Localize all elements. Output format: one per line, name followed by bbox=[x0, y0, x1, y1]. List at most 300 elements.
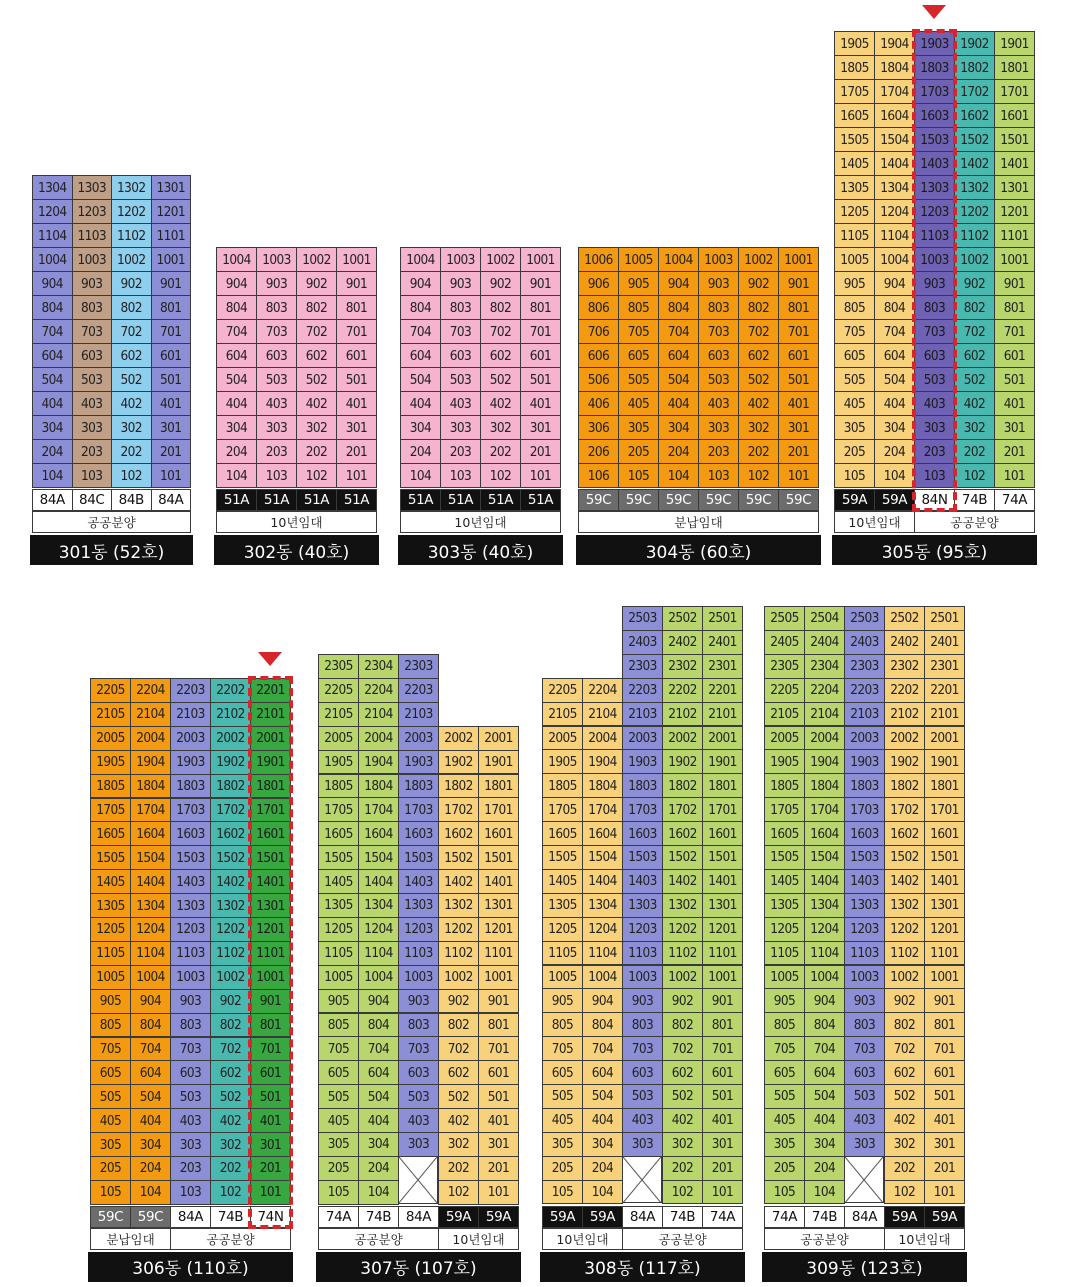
unit-cell[interactable]: 401 bbox=[994, 391, 1035, 416]
unit-cell[interactable]: 401 bbox=[151, 391, 192, 416]
unit-cell[interactable]: 704 bbox=[874, 319, 915, 344]
unit-cell[interactable]: 1905 bbox=[834, 31, 875, 56]
unit-cell[interactable]: 402 bbox=[738, 391, 779, 416]
unit-cell[interactable]: 303 bbox=[398, 1132, 439, 1157]
unit-cell[interactable]: 1404 bbox=[874, 151, 915, 176]
unit-cell[interactable]: 2105 bbox=[90, 702, 131, 727]
unit-cell[interactable]: 1001 bbox=[336, 247, 377, 272]
unit-cell[interactable]: 205 bbox=[542, 1156, 583, 1181]
unit-cell[interactable]: 705 bbox=[834, 319, 875, 344]
unit-cell[interactable]: 1004 bbox=[32, 247, 73, 272]
unit-cell[interactable]: 1901 bbox=[924, 749, 965, 774]
unit-cell[interactable]: 705 bbox=[764, 1036, 805, 1061]
unit-cell[interactable]: 301 bbox=[478, 1132, 519, 1157]
unit-cell[interactable]: 2303 bbox=[398, 654, 439, 679]
unit-cell[interactable]: 903 bbox=[698, 271, 739, 296]
unit-cell[interactable]: 1701 bbox=[924, 797, 965, 822]
unit-cell[interactable]: 203 bbox=[72, 439, 113, 464]
unit-cell[interactable]: 801 bbox=[778, 295, 819, 320]
unit-cell[interactable]: 1402 bbox=[662, 869, 703, 894]
unit-cell[interactable]: 701 bbox=[778, 319, 819, 344]
unit-cell[interactable]: 805 bbox=[618, 295, 659, 320]
unit-cell[interactable]: 902 bbox=[480, 271, 521, 296]
unit-cell[interactable]: 2403 bbox=[844, 630, 885, 655]
unit-cell[interactable]: 1303 bbox=[170, 893, 211, 918]
unit-cell[interactable]: 1702 bbox=[662, 797, 703, 822]
unit-cell[interactable]: 105 bbox=[618, 463, 659, 488]
unit-cell[interactable]: 301 bbox=[702, 1132, 743, 1157]
unit-cell[interactable]: 1704 bbox=[358, 797, 399, 822]
unit-cell[interactable]: 201 bbox=[924, 1156, 965, 1181]
unit-cell[interactable]: 601 bbox=[702, 1060, 743, 1085]
unit-cell[interactable]: 1004 bbox=[874, 247, 915, 272]
unit-cell[interactable]: 502 bbox=[296, 367, 337, 392]
unit-cell[interactable]: 1205 bbox=[318, 917, 359, 942]
unit-cell[interactable]: 2202 bbox=[884, 678, 925, 703]
unit-cell[interactable]: 402 bbox=[954, 391, 995, 416]
unit-cell[interactable]: 204 bbox=[582, 1156, 623, 1181]
unit-cell[interactable]: 604 bbox=[658, 343, 699, 368]
unit-cell[interactable]: 403 bbox=[256, 391, 297, 416]
unit-cell[interactable]: 603 bbox=[256, 343, 297, 368]
unit-cell[interactable]: 1801 bbox=[478, 774, 519, 799]
unit-cell[interactable]: 1504 bbox=[874, 127, 915, 152]
unit-cell[interactable]: 104 bbox=[130, 1180, 171, 1205]
unit-cell[interactable]: 806 bbox=[578, 295, 619, 320]
unit-cell[interactable]: 1803 bbox=[398, 774, 439, 799]
unit-cell[interactable]: 701 bbox=[924, 1036, 965, 1061]
unit-cell[interactable]: 502 bbox=[210, 1084, 251, 1109]
unit-cell[interactable]: 604 bbox=[130, 1060, 171, 1085]
unit-cell[interactable]: 101 bbox=[778, 463, 819, 488]
unit-cell[interactable]: 301 bbox=[924, 1132, 965, 1157]
unit-cell[interactable]: 702 bbox=[884, 1036, 925, 1061]
unit-cell[interactable]: 2305 bbox=[318, 654, 359, 679]
unit-cell[interactable]: 1804 bbox=[358, 774, 399, 799]
unit-cell[interactable]: 102 bbox=[111, 463, 152, 488]
unit-cell[interactable]: 1301 bbox=[250, 893, 291, 918]
unit-cell[interactable]: 1305 bbox=[318, 893, 359, 918]
unit-cell[interactable]: 2104 bbox=[130, 702, 171, 727]
unit-cell[interactable]: 1002 bbox=[738, 247, 779, 272]
unit-cell[interactable]: 104 bbox=[658, 463, 699, 488]
unit-cell[interactable]: 1203 bbox=[622, 917, 663, 942]
unit-cell[interactable]: 701 bbox=[478, 1036, 519, 1061]
unit-cell[interactable]: 705 bbox=[542, 1036, 583, 1061]
unit-cell[interactable]: 501 bbox=[151, 367, 192, 392]
unit-cell[interactable]: 1103 bbox=[914, 223, 955, 248]
unit-cell[interactable]: 1001 bbox=[151, 247, 192, 272]
unit-cell[interactable]: 2204 bbox=[804, 678, 845, 703]
unit-cell[interactable]: 1205 bbox=[542, 917, 583, 942]
unit-cell[interactable]: 1205 bbox=[834, 199, 875, 224]
unit-cell[interactable]: 1103 bbox=[622, 941, 663, 966]
unit-cell[interactable]: 1504 bbox=[582, 845, 623, 870]
unit-cell[interactable]: 1002 bbox=[954, 247, 995, 272]
unit-cell[interactable]: 2303 bbox=[622, 654, 663, 679]
unit-cell[interactable]: 1004 bbox=[804, 965, 845, 990]
unit-cell[interactable]: 1602 bbox=[954, 103, 995, 128]
unit-cell[interactable]: 105 bbox=[318, 1180, 359, 1205]
unit-cell[interactable]: 303 bbox=[914, 415, 955, 440]
unit-cell[interactable]: 2302 bbox=[662, 654, 703, 679]
unit-cell[interactable]: 1001 bbox=[250, 965, 291, 990]
unit-cell[interactable]: 1305 bbox=[90, 893, 131, 918]
unit-cell[interactable]: 403 bbox=[72, 391, 113, 416]
unit-cell[interactable]: 903 bbox=[914, 271, 955, 296]
unit-cell[interactable]: 905 bbox=[318, 989, 359, 1014]
unit-cell[interactable]: 2204 bbox=[130, 678, 171, 703]
unit-cell[interactable]: 603 bbox=[622, 1060, 663, 1085]
unit-cell[interactable]: 2205 bbox=[542, 678, 583, 703]
unit-cell[interactable]: 504 bbox=[216, 367, 257, 392]
unit-cell[interactable]: 202 bbox=[884, 1156, 925, 1181]
unit-cell[interactable]: 903 bbox=[256, 271, 297, 296]
unit-cell[interactable]: 1703 bbox=[914, 79, 955, 104]
unit-cell[interactable]: 902 bbox=[954, 271, 995, 296]
unit-cell[interactable]: 501 bbox=[478, 1084, 519, 1109]
unit-cell[interactable]: 2105 bbox=[318, 702, 359, 727]
unit-cell[interactable]: 503 bbox=[398, 1084, 439, 1109]
unit-cell[interactable]: 1101 bbox=[994, 223, 1035, 248]
unit-cell[interactable]: 201 bbox=[994, 439, 1035, 464]
unit-cell[interactable]: 203 bbox=[698, 439, 739, 464]
unit-cell[interactable]: 201 bbox=[151, 439, 192, 464]
unit-cell[interactable]: 902 bbox=[884, 988, 925, 1013]
unit-cell[interactable]: 1301 bbox=[702, 893, 743, 918]
unit-cell[interactable]: 1604 bbox=[358, 821, 399, 846]
unit-cell[interactable]: 802 bbox=[662, 1012, 703, 1037]
unit-cell[interactable]: 1304 bbox=[358, 893, 399, 918]
unit-cell[interactable]: 901 bbox=[924, 988, 965, 1013]
unit-cell[interactable]: 1702 bbox=[884, 797, 925, 822]
unit-cell[interactable]: 201 bbox=[702, 1156, 743, 1181]
unit-cell[interactable]: 702 bbox=[111, 319, 152, 344]
unit-cell[interactable]: 605 bbox=[764, 1060, 805, 1085]
unit-cell[interactable]: 202 bbox=[438, 1156, 479, 1181]
unit-cell[interactable]: 1904 bbox=[804, 749, 845, 774]
unit-cell[interactable]: 102 bbox=[884, 1180, 925, 1205]
unit-cell[interactable]: 1305 bbox=[542, 893, 583, 918]
unit-cell[interactable]: 1405 bbox=[90, 869, 131, 894]
unit-cell[interactable]: 1701 bbox=[702, 797, 743, 822]
unit-cell[interactable]: 805 bbox=[834, 295, 875, 320]
unit-cell[interactable]: 905 bbox=[764, 988, 805, 1013]
unit-cell[interactable]: 201 bbox=[520, 439, 561, 464]
unit-cell[interactable]: 2503 bbox=[622, 606, 663, 631]
unit-cell[interactable]: 402 bbox=[210, 1108, 251, 1133]
unit-cell[interactable]: 801 bbox=[336, 295, 377, 320]
unit-cell[interactable]: 703 bbox=[844, 1036, 885, 1061]
unit-cell[interactable]: 904 bbox=[130, 989, 171, 1014]
unit-cell[interactable]: 1903 bbox=[170, 750, 211, 775]
unit-cell[interactable]: 605 bbox=[834, 343, 875, 368]
unit-cell[interactable]: 1303 bbox=[398, 893, 439, 918]
unit-cell[interactable]: 2002 bbox=[210, 726, 251, 751]
unit-cell[interactable]: 1905 bbox=[318, 750, 359, 775]
unit-cell[interactable]: 804 bbox=[130, 1013, 171, 1038]
unit-cell[interactable]: 801 bbox=[250, 1013, 291, 1038]
unit-cell[interactable]: 2004 bbox=[582, 726, 623, 751]
unit-cell[interactable]: 1104 bbox=[804, 941, 845, 966]
unit-cell[interactable]: 2503 bbox=[844, 606, 885, 631]
unit-cell[interactable]: 2501 bbox=[702, 606, 743, 631]
unit-cell[interactable]: 1601 bbox=[994, 103, 1035, 128]
unit-cell[interactable]: 2502 bbox=[884, 606, 925, 631]
unit-cell[interactable]: 1804 bbox=[804, 773, 845, 798]
unit-cell[interactable]: 1104 bbox=[582, 941, 623, 966]
unit-cell[interactable]: 1202 bbox=[210, 917, 251, 942]
unit-cell[interactable]: 1904 bbox=[874, 31, 915, 56]
unit-cell[interactable]: 1704 bbox=[874, 79, 915, 104]
unit-cell[interactable]: 605 bbox=[618, 343, 659, 368]
unit-cell[interactable]: 706 bbox=[578, 319, 619, 344]
unit-cell[interactable]: 2205 bbox=[318, 678, 359, 703]
unit-cell[interactable]: 1501 bbox=[702, 845, 743, 870]
unit-cell[interactable]: 1703 bbox=[398, 797, 439, 822]
unit-cell[interactable]: 904 bbox=[658, 271, 699, 296]
unit-cell[interactable]: 602 bbox=[662, 1060, 703, 1085]
unit-cell[interactable]: 1304 bbox=[804, 893, 845, 918]
unit-cell[interactable]: 603 bbox=[698, 343, 739, 368]
unit-cell[interactable]: 702 bbox=[210, 1037, 251, 1062]
unit-cell[interactable]: 303 bbox=[440, 415, 481, 440]
unit-cell[interactable]: 1903 bbox=[914, 31, 955, 56]
unit-cell[interactable]: 1005 bbox=[618, 247, 659, 272]
unit-cell[interactable]: 2103 bbox=[844, 702, 885, 727]
unit-cell[interactable]: 401 bbox=[336, 391, 377, 416]
unit-cell[interactable]: 702 bbox=[954, 319, 995, 344]
unit-cell[interactable]: 1501 bbox=[994, 127, 1035, 152]
unit-cell[interactable]: 505 bbox=[764, 1084, 805, 1109]
unit-cell[interactable]: 1704 bbox=[582, 797, 623, 822]
unit-cell[interactable]: 1604 bbox=[582, 821, 623, 846]
unit-cell[interactable]: 102 bbox=[296, 463, 337, 488]
unit-cell[interactable]: 1702 bbox=[210, 798, 251, 823]
unit-cell[interactable]: 104 bbox=[804, 1180, 845, 1205]
unit-cell[interactable]: 205 bbox=[618, 439, 659, 464]
unit-cell[interactable]: 1402 bbox=[438, 869, 479, 894]
unit-cell[interactable]: 1902 bbox=[210, 750, 251, 775]
unit-cell[interactable]: 1802 bbox=[662, 773, 703, 798]
unit-cell[interactable]: 1903 bbox=[844, 749, 885, 774]
unit-cell[interactable]: 1404 bbox=[804, 869, 845, 894]
unit-cell[interactable]: 1304 bbox=[130, 893, 171, 918]
unit-cell[interactable]: 501 bbox=[778, 367, 819, 392]
unit-cell[interactable]: 2405 bbox=[764, 630, 805, 655]
unit-cell[interactable]: 402 bbox=[884, 1108, 925, 1133]
unit-cell[interactable]: 402 bbox=[296, 391, 337, 416]
unit-cell[interactable]: 1901 bbox=[702, 749, 743, 774]
unit-cell[interactable]: 206 bbox=[578, 439, 619, 464]
unit-cell[interactable]: 101 bbox=[151, 463, 192, 488]
unit-cell[interactable]: 803 bbox=[622, 1012, 663, 1037]
unit-cell[interactable]: 1203 bbox=[398, 917, 439, 942]
unit-cell[interactable]: 403 bbox=[440, 391, 481, 416]
unit-cell[interactable]: 204 bbox=[804, 1156, 845, 1181]
unit-cell[interactable]: 505 bbox=[834, 367, 875, 392]
unit-cell[interactable]: 401 bbox=[478, 1108, 519, 1133]
unit-cell[interactable]: 1401 bbox=[702, 869, 743, 894]
unit-cell[interactable]: 1402 bbox=[954, 151, 995, 176]
unit-cell[interactable]: 1202 bbox=[438, 917, 479, 942]
unit-cell[interactable]: 101 bbox=[924, 1180, 965, 1205]
unit-cell[interactable]: 703 bbox=[170, 1037, 211, 1062]
unit-cell[interactable]: 402 bbox=[438, 1108, 479, 1133]
unit-cell[interactable]: 1304 bbox=[874, 175, 915, 200]
unit-cell[interactable]: 1202 bbox=[954, 199, 995, 224]
unit-cell[interactable]: 2203 bbox=[398, 678, 439, 703]
unit-cell[interactable]: 1002 bbox=[884, 965, 925, 990]
unit-cell[interactable]: 1904 bbox=[358, 750, 399, 775]
unit-cell[interactable]: 1602 bbox=[210, 821, 251, 846]
unit-cell[interactable]: 105 bbox=[542, 1180, 583, 1205]
unit-cell[interactable]: 2101 bbox=[250, 702, 291, 727]
unit-cell[interactable]: 1001 bbox=[994, 247, 1035, 272]
unit-cell[interactable]: 702 bbox=[480, 319, 521, 344]
unit-cell[interactable]: 202 bbox=[662, 1156, 703, 1181]
unit-cell[interactable]: 2303 bbox=[844, 654, 885, 679]
unit-cell[interactable]: 403 bbox=[170, 1108, 211, 1133]
unit-cell[interactable]: 902 bbox=[111, 271, 152, 296]
unit-cell[interactable]: 804 bbox=[216, 295, 257, 320]
unit-cell[interactable]: 204 bbox=[216, 439, 257, 464]
unit-cell[interactable]: 901 bbox=[994, 271, 1035, 296]
unit-cell[interactable]: 802 bbox=[210, 1013, 251, 1038]
unit-cell[interactable]: 404 bbox=[32, 391, 73, 416]
unit-cell[interactable]: 2102 bbox=[210, 702, 251, 727]
unit-cell[interactable]: 1902 bbox=[884, 749, 925, 774]
unit-cell[interactable]: 1005 bbox=[764, 965, 805, 990]
unit-cell[interactable]: 1103 bbox=[844, 941, 885, 966]
unit-cell[interactable]: 601 bbox=[924, 1060, 965, 1085]
unit-cell[interactable]: 2005 bbox=[542, 726, 583, 751]
unit-cell[interactable]: 1002 bbox=[480, 247, 521, 272]
unit-cell[interactable]: 405 bbox=[542, 1108, 583, 1133]
unit-cell[interactable]: 204 bbox=[130, 1156, 171, 1181]
unit-cell[interactable]: 405 bbox=[618, 391, 659, 416]
unit-cell[interactable]: 1104 bbox=[358, 941, 399, 966]
unit-cell[interactable]: 804 bbox=[582, 1012, 623, 1037]
unit-cell[interactable]: 204 bbox=[874, 439, 915, 464]
unit-cell[interactable]: 604 bbox=[358, 1060, 399, 1085]
unit-cell[interactable]: 1705 bbox=[90, 798, 131, 823]
unit-cell[interactable]: 1001 bbox=[924, 965, 965, 990]
unit-cell[interactable]: 205 bbox=[318, 1156, 359, 1181]
unit-cell[interactable]: 201 bbox=[478, 1156, 519, 1181]
unit-cell[interactable]: 1305 bbox=[764, 893, 805, 918]
unit-cell[interactable]: 1802 bbox=[884, 773, 925, 798]
unit-cell[interactable]: 1102 bbox=[111, 223, 152, 248]
unit-cell[interactable]: 1802 bbox=[954, 55, 995, 80]
unit-cell[interactable]: 1605 bbox=[834, 103, 875, 128]
unit-cell[interactable]: 503 bbox=[914, 367, 955, 392]
unit-cell[interactable]: 905 bbox=[618, 271, 659, 296]
unit-cell[interactable]: 305 bbox=[834, 415, 875, 440]
unit-cell[interactable]: 1403 bbox=[170, 869, 211, 894]
unit-cell[interactable]: 2102 bbox=[662, 702, 703, 727]
unit-cell[interactable]: 1004 bbox=[658, 247, 699, 272]
unit-cell[interactable]: 202 bbox=[210, 1156, 251, 1181]
unit-cell[interactable]: 105 bbox=[90, 1180, 131, 1205]
unit-cell[interactable]: 604 bbox=[216, 343, 257, 368]
unit-cell[interactable]: 2203 bbox=[170, 678, 211, 703]
unit-cell[interactable]: 503 bbox=[256, 367, 297, 392]
unit-cell[interactable]: 1101 bbox=[702, 941, 743, 966]
unit-cell[interactable]: 1004 bbox=[216, 247, 257, 272]
unit-cell[interactable]: 701 bbox=[336, 319, 377, 344]
unit-cell[interactable]: 502 bbox=[438, 1084, 479, 1109]
unit-cell[interactable]: 801 bbox=[702, 1012, 743, 1037]
unit-cell[interactable]: 101 bbox=[520, 463, 561, 488]
unit-cell[interactable]: 1302 bbox=[210, 893, 251, 918]
unit-cell[interactable]: 1703 bbox=[844, 797, 885, 822]
unit-cell[interactable]: 1801 bbox=[994, 55, 1035, 80]
unit-cell[interactable]: 1402 bbox=[210, 869, 251, 894]
unit-cell[interactable]: 1902 bbox=[954, 31, 995, 56]
unit-cell[interactable]: 1601 bbox=[250, 821, 291, 846]
unit-cell[interactable]: 1004 bbox=[130, 965, 171, 990]
unit-cell[interactable]: 1201 bbox=[151, 199, 192, 224]
unit-cell[interactable]: 2103 bbox=[398, 702, 439, 727]
unit-cell[interactable]: 104 bbox=[358, 1180, 399, 1205]
unit-cell[interactable]: 1603 bbox=[914, 103, 955, 128]
unit-cell[interactable]: 1901 bbox=[250, 750, 291, 775]
unit-cell[interactable]: 602 bbox=[480, 343, 521, 368]
unit-cell[interactable]: 1801 bbox=[250, 774, 291, 799]
unit-cell[interactable]: 802 bbox=[738, 295, 779, 320]
unit-cell[interactable]: 601 bbox=[994, 343, 1035, 368]
unit-cell[interactable]: 304 bbox=[216, 415, 257, 440]
unit-cell[interactable]: 302 bbox=[210, 1132, 251, 1157]
unit-cell[interactable]: 1904 bbox=[582, 749, 623, 774]
unit-cell[interactable]: 101 bbox=[994, 463, 1035, 488]
unit-cell[interactable]: 301 bbox=[250, 1132, 291, 1157]
unit-cell[interactable]: 1103 bbox=[72, 223, 113, 248]
unit-cell[interactable]: 803 bbox=[72, 295, 113, 320]
unit-cell[interactable]: 903 bbox=[398, 989, 439, 1014]
unit-cell[interactable]: 505 bbox=[90, 1084, 131, 1109]
unit-cell[interactable]: 1302 bbox=[438, 893, 479, 918]
unit-cell[interactable]: 1501 bbox=[250, 845, 291, 870]
unit-cell[interactable]: 2002 bbox=[884, 726, 925, 751]
unit-cell[interactable]: 1001 bbox=[702, 965, 743, 990]
unit-cell[interactable]: 505 bbox=[618, 367, 659, 392]
unit-cell[interactable]: 2104 bbox=[804, 702, 845, 727]
unit-cell[interactable]: 1803 bbox=[622, 773, 663, 798]
unit-cell[interactable]: 502 bbox=[111, 367, 152, 392]
unit-cell[interactable]: 1504 bbox=[358, 845, 399, 870]
unit-cell[interactable]: 102 bbox=[480, 463, 521, 488]
unit-cell[interactable]: 1302 bbox=[954, 175, 995, 200]
unit-cell[interactable]: 1003 bbox=[256, 247, 297, 272]
unit-cell[interactable]: 304 bbox=[358, 1132, 399, 1157]
unit-cell[interactable]: 1104 bbox=[874, 223, 915, 248]
unit-cell[interactable]: 1102 bbox=[210, 941, 251, 966]
unit-cell[interactable]: 2101 bbox=[702, 702, 743, 727]
unit-cell[interactable]: 2201 bbox=[924, 678, 965, 703]
unit-cell[interactable]: 1302 bbox=[111, 175, 152, 200]
unit-cell[interactable]: 702 bbox=[296, 319, 337, 344]
unit-cell[interactable]: 901 bbox=[336, 271, 377, 296]
unit-cell[interactable]: 302 bbox=[738, 415, 779, 440]
unit-cell[interactable]: 404 bbox=[400, 391, 441, 416]
unit-cell[interactable]: 704 bbox=[658, 319, 699, 344]
unit-cell[interactable]: 904 bbox=[358, 989, 399, 1014]
unit-cell[interactable]: 1502 bbox=[884, 845, 925, 870]
unit-cell[interactable]: 404 bbox=[130, 1108, 171, 1133]
unit-cell[interactable]: 304 bbox=[874, 415, 915, 440]
